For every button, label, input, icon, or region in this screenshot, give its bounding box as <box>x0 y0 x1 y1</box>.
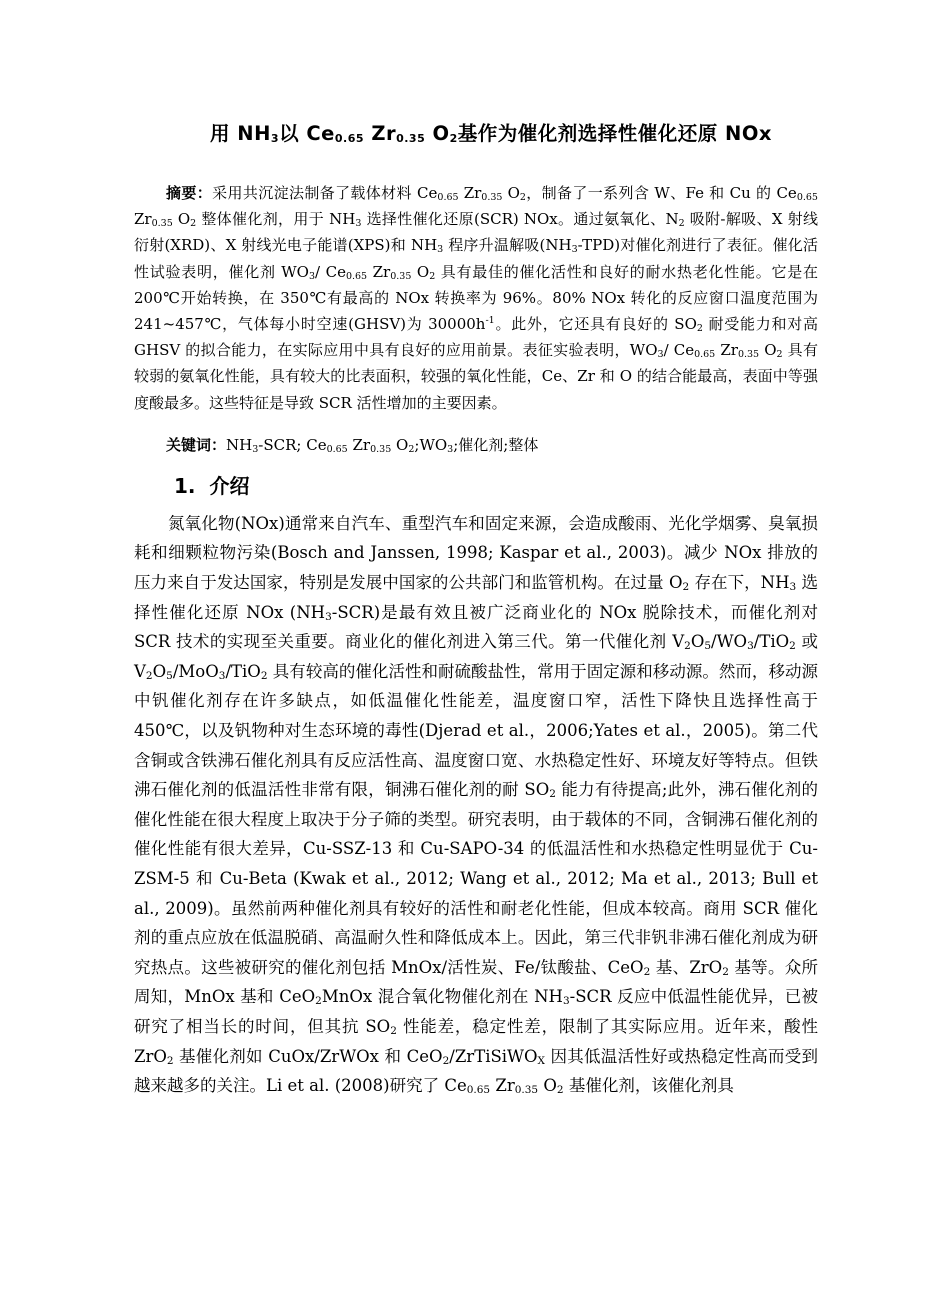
subscript: 0.65 <box>466 1084 491 1097</box>
title-text: 基作为催化剂选择性催化还原 NOx <box>457 122 773 145</box>
section-heading <box>174 470 818 499</box>
subscript: 2 <box>789 640 796 653</box>
abstract-paragraph <box>134 180 818 416</box>
subscript: 3 <box>562 995 570 1008</box>
subscript: 3 <box>325 610 332 623</box>
text-run: 整体催化剂，用于 NH <box>196 210 356 229</box>
text-run: 耐受能力和对高 GHSV 的拟合能力，在实际应用中具有良好的应用前景。表征实验表明，WO <box>134 315 818 360</box>
keywords-label: 关键词： <box>166 435 227 454</box>
subscript: 2 <box>722 965 729 978</box>
text-run: ;催化剂;整体 <box>453 435 539 454</box>
text-run: O <box>172 210 191 229</box>
subscript: 2 <box>519 192 526 203</box>
intro-paragraph <box>134 509 818 1101</box>
paper-title <box>134 118 818 146</box>
text-run: 选择性催化还原 NOx (NH <box>134 573 818 622</box>
text-run: O <box>152 661 167 681</box>
subscript: 2 <box>260 669 268 682</box>
text-run: 具有较高的催化活性和耐硫酸盐性，常用于固定源和移动源。然而，移动源中钒催化剂存在许多缺点，如低温催化性能差，温度窗口窄，活性下降快且选择性高于 450℃，以及钒物种对生态环境的毒性(Djerad et al.，2006;Yates et al.，2005)。第二代含铜或含铁沸石催化剂具有反应活性高、温度窗口宽、水热稳定性好、环境友好等特点。但铁沸石催化剂的低温活性非常有限，铜沸石催化剂的耐 SO <box>134 661 818 800</box>
text-run: 基催化剂，该催化剂具 <box>563 1076 734 1096</box>
subscript: 3 <box>308 270 316 282</box>
subscript: 2 <box>678 218 685 230</box>
text-run: O <box>391 435 409 454</box>
text-run: 性能差，稳定性差，限制了其实际应用。近年来，酸性 ZrO <box>134 1016 819 1066</box>
text-run: Zr <box>134 210 152 229</box>
text-run: O <box>538 1076 557 1096</box>
subscript: 2 <box>682 581 690 594</box>
abstract-text <box>134 184 818 412</box>
subscript: 2 <box>145 669 153 682</box>
text-run: /WO <box>711 632 748 652</box>
text-run: 基等。众所周知，MnOx 基和 CeO <box>134 957 819 1007</box>
subscript: 2 <box>556 1084 564 1097</box>
subscript: 0.35 <box>514 1084 539 1097</box>
text-run: 或 V <box>134 632 818 681</box>
subscript: 0.65 <box>694 349 716 361</box>
text-run: 存在下，NH <box>689 573 790 593</box>
text-run: Zr <box>458 184 482 202</box>
subscript: 0.35 <box>737 349 760 361</box>
text-run: 吸附-解吸、X 射线衍射(XRD)、X 射线光电子能谱(XPS)和 NH <box>134 210 818 255</box>
subscript: 3 <box>437 244 444 256</box>
subscript: 3 <box>657 349 664 361</box>
subscript: X <box>537 1054 546 1067</box>
subscript: 0.65 <box>345 270 368 282</box>
text-run: 程序升温解吸(NH <box>443 236 572 255</box>
subscript: 3 <box>218 669 226 682</box>
title-subscript: 3 <box>270 132 280 145</box>
subscript: 2 <box>315 995 322 1008</box>
subscript: 3 <box>447 443 454 455</box>
text-run: 基催化剂如 CuOx/ZrWOx 和 CeO <box>173 1046 443 1066</box>
text-run: O <box>690 632 705 652</box>
subscript: 3 <box>571 244 578 256</box>
subscript: 5 <box>704 640 712 653</box>
section-number: 1. <box>174 473 196 498</box>
subscript: 2 <box>408 443 415 455</box>
title-text: Zr <box>364 122 397 145</box>
text-run: 。此外，它还具有良好的 SO <box>494 315 697 334</box>
text-run: 氮氧化物(NOx)通常来自汽车、重型汽车和固定来源，会造成酸雨、光化学烟雾、臭氧损耗和细颗粒物污染(Bosch and Janssen, 1998; Kaspar et al., 2003)。减少 NOx 排放的压力来自于发达国家，特别是发展中国家的公共部门和监管机构。在过量 O <box>134 513 818 593</box>
subscript: 0.35 <box>390 270 412 282</box>
title-subscript: 0.35 <box>396 132 426 145</box>
subscript: 2 <box>643 965 651 978</box>
title-text: 用 NH <box>209 122 271 145</box>
subscript: 0.35 <box>370 443 392 455</box>
text-run: Zr <box>490 1076 515 1096</box>
text-run: 基、ZrO <box>650 957 723 977</box>
text-run: Zr <box>715 341 738 360</box>
text-run: /TiO <box>753 632 790 652</box>
text-run: MnOx 混合氧化物催化剂在 NH <box>321 987 563 1007</box>
text-run: 能力有待提高;此外，沸石催化剂的催化性能在很大程度上取决于分子筛的类型。研究表明，由于载体的不同，含铜沸石催化剂的催化性能有很大差异，Cu-SSZ-13 和 Cu-SAPO-34 的低温活性和水热稳定性明显优于 Cu-ZSM-5 和 Cu-Beta (Kwak et al., 2012; Wang et al., 2012; Ma et al., 2013; Bull et al., 2009)。虽然前两种催化剂具有较好的活性和耐老化性能，但成本较高。商用 SCR 催化剂的重点应放在低温脱硝、高温耐久性和降低成本上。因此，第三代非钒非沸石催化剂成为研究热点。这些被研究的催化剂包括 MnOx/活性炭、Fe/钛酸盐、CeO <box>134 780 818 977</box>
text-run: 因其低温活性好或热稳定性高而受到越来越多的关注。Li et al. (2008)研究了 Ce <box>134 1046 818 1096</box>
subscript: 0.35 <box>481 192 503 203</box>
text-run: /MoO <box>172 661 219 681</box>
text-run: O <box>759 341 777 360</box>
text-run: -SCR 反应中低温性能优异，已被研究了相当长的时间，但其抗 SO <box>134 987 819 1036</box>
text-run: 选择性催化还原(SCR) NOx。通过氨氧化、N <box>361 210 679 229</box>
superscript: -1 <box>485 315 495 327</box>
text-run: / Ce <box>315 262 346 281</box>
text-run: Zr <box>347 435 371 454</box>
subscript: 2 <box>390 1024 397 1037</box>
text-run: Zr <box>367 262 391 281</box>
text-run: 采用共沉淀法制备了载体材料 Ce <box>212 184 438 202</box>
subscript: 5 <box>166 669 173 682</box>
title-text: 以 Ce <box>279 122 335 145</box>
section-title: 介绍 <box>209 473 250 498</box>
text-run: -SCR)是最有效且被广泛商业化的 NOx 脱除技术，而催化剂对 SCR 技术的实现至关重要。商业化的催化剂进入第三代。第一代催化剂 V <box>134 602 819 652</box>
subscript: 0.65 <box>796 192 818 203</box>
subscript: 0.65 <box>437 192 459 203</box>
subscript: 2 <box>429 270 436 282</box>
subscript: 3 <box>789 581 797 594</box>
subscript: 2 <box>549 788 556 801</box>
text-run: 具有较弱的氨氧化性能，具有较大的比表面积，较强的氧化性能，Ce、Zr 和 O 的结合能最高，表面中等强度酸最多。这些特征是导致 SCR 活性增加的主要因素。 <box>134 341 818 412</box>
title-subscript: 0.65 <box>334 132 365 145</box>
subscript: 3 <box>355 218 362 230</box>
text-run: O <box>502 184 520 202</box>
subscript: 2 <box>166 1054 174 1067</box>
subscript: 2 <box>696 323 703 335</box>
abstract-label: 摘要： <box>166 184 213 202</box>
subscript: 2 <box>442 1054 450 1067</box>
title-text: O <box>425 122 450 145</box>
text-run: / Ce <box>663 341 695 360</box>
subscript: 0.65 <box>326 443 348 455</box>
text-run: /TiO <box>225 661 261 681</box>
subscript: 2 <box>190 218 197 230</box>
text-run: 具有最佳的催化活性和良好的耐水热老化性能。它是在 200℃开始转换，在 350℃有最高的 NOx 转换率为 96%。80% NOx 转化的反应窗口温度范围为 241~457℃，气体每小时空速(GHSV)为 30000h <box>134 262 818 334</box>
text-run: O <box>411 262 430 281</box>
text-run: NH <box>226 435 253 454</box>
subscript: 2 <box>684 640 691 653</box>
subscript: 2 <box>776 349 783 361</box>
text-run: -TPD)对催化剂进行了表征。催化活性试验表明，催化剂 WO <box>134 236 819 281</box>
subscript: 3 <box>252 443 259 455</box>
subscript: 3 <box>747 640 754 653</box>
text-run: /ZrTiSiWO <box>449 1046 538 1066</box>
intro-text <box>134 514 818 1095</box>
keywords-text <box>226 436 538 454</box>
text-run: ;WO <box>414 435 448 454</box>
text-run: -SCR; Ce <box>258 435 327 454</box>
text-run: ，制备了一系列含 W、Fe 和 Cu 的 Ce <box>525 184 797 202</box>
subscript: 0.35 <box>151 218 173 230</box>
keywords-line <box>134 432 818 458</box>
title-subscript: 2 <box>449 132 458 145</box>
